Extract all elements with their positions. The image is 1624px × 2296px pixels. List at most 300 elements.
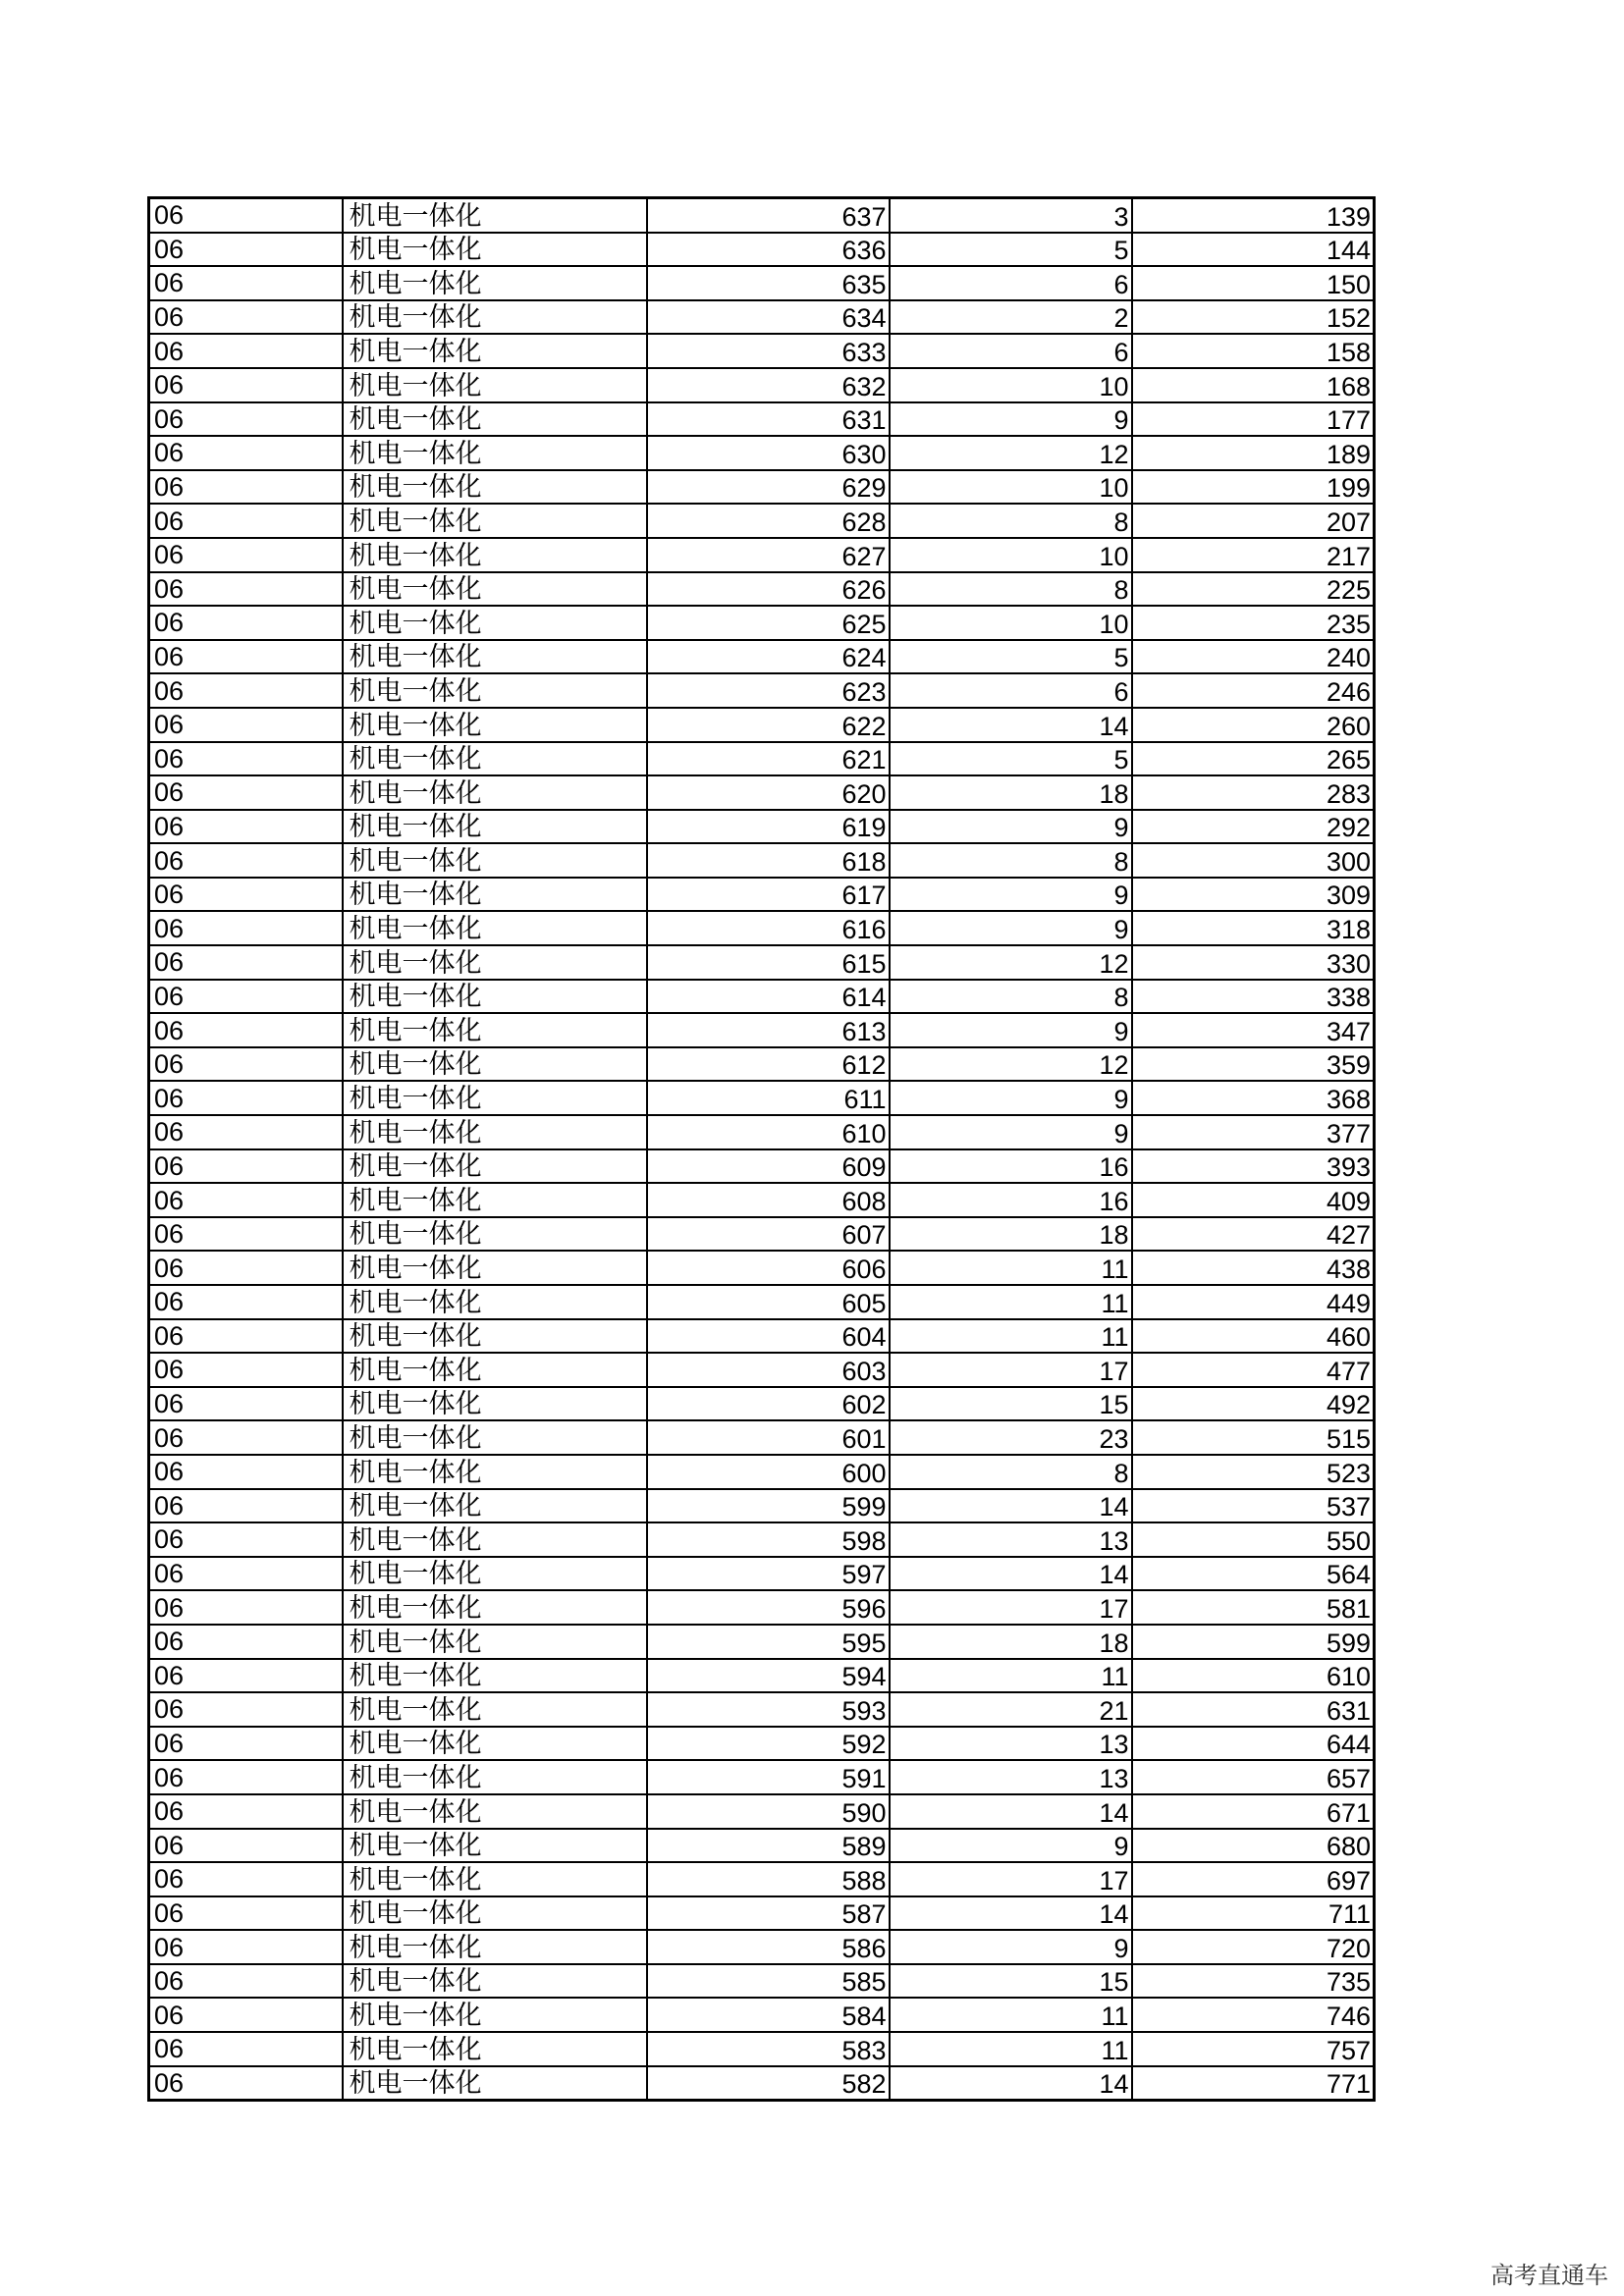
cumulative-cell: 246 [1132,673,1375,708]
code-cell: 06 [149,198,343,233]
code-cell: 06 [149,1557,343,1591]
score-cell: 619 [647,810,890,844]
cumulative-cell: 207 [1132,504,1375,538]
major-cell: 机电一体化 [343,1387,647,1421]
score-cell: 611 [647,1081,890,1115]
major-cell: 机电一体化 [343,470,647,505]
cumulative-cell: 300 [1132,843,1375,878]
table-row [149,742,1375,776]
count-cell: 2 [890,300,1132,335]
count-cell: 5 [890,233,1132,267]
table-row [149,470,1375,505]
score-cell: 637 [647,198,890,233]
major-cell: 机电一体化 [343,640,647,674]
score-cell: 604 [647,1319,890,1354]
table-row [149,640,1375,674]
major-cell: 机电一体化 [343,1183,647,1217]
score-cell: 629 [647,470,890,505]
code-cell: 06 [149,810,343,844]
major-cell: 机电一体化 [343,1590,647,1625]
score-cell: 632 [647,368,890,402]
table-row [149,572,1375,607]
cumulative-cell: 177 [1132,402,1375,437]
cumulative-cell: 292 [1132,810,1375,844]
cumulative-cell: 449 [1132,1285,1375,1319]
table-row [149,945,1375,980]
major-cell: 机电一体化 [343,1013,647,1047]
major-cell: 机电一体化 [343,1794,647,1829]
score-cell: 635 [647,266,890,300]
code-cell: 06 [149,911,343,945]
code-cell: 06 [149,1862,343,1896]
code-cell: 06 [149,538,343,572]
score-cell: 605 [647,1285,890,1319]
count-cell: 18 [890,1625,1132,1659]
score-cell: 626 [647,572,890,607]
major-cell: 机电一体化 [343,775,647,810]
count-cell: 6 [890,266,1132,300]
code-cell: 06 [149,640,343,674]
count-cell: 6 [890,334,1132,368]
table-row [149,1896,1375,1931]
score-cell: 606 [647,1251,890,1285]
major-cell: 机电一体化 [343,945,647,980]
major-cell: 机电一体化 [343,368,647,402]
code-cell: 06 [149,1455,343,1489]
count-cell: 18 [890,775,1132,810]
table-row [149,1692,1375,1727]
cumulative-cell: 492 [1132,1387,1375,1421]
major-cell: 机电一体化 [343,742,647,776]
cumulative-cell: 477 [1132,1353,1375,1387]
cumulative-cell: 657 [1132,1760,1375,1794]
count-cell: 12 [890,436,1132,470]
cumulative-cell: 199 [1132,470,1375,505]
code-cell: 06 [149,878,343,912]
cumulative-cell: 735 [1132,1964,1375,1999]
code-cell: 06 [149,2066,343,2101]
code-cell: 06 [149,1625,343,1659]
count-cell: 13 [890,1760,1132,1794]
table-row [149,606,1375,640]
score-cell: 586 [647,1930,890,1964]
code-cell: 06 [149,1930,343,1964]
count-cell: 5 [890,742,1132,776]
code-cell: 06 [149,300,343,335]
code-cell: 06 [149,1081,343,1115]
table-row [149,1489,1375,1523]
count-cell: 15 [890,1964,1132,1999]
cumulative-cell: 265 [1132,742,1375,776]
cumulative-cell: 330 [1132,945,1375,980]
score-cell: 621 [647,742,890,776]
code-cell: 06 [149,775,343,810]
major-cell: 机电一体化 [343,1692,647,1727]
score-cell: 599 [647,1489,890,1523]
cumulative-cell: 771 [1132,2066,1375,2101]
table-row [149,1251,1375,1285]
code-cell: 06 [149,1964,343,1999]
table-row [149,538,1375,572]
code-cell: 06 [149,1115,343,1149]
count-cell: 23 [890,1420,1132,1455]
major-cell: 机电一体化 [343,1727,647,1761]
cumulative-cell: 235 [1132,606,1375,640]
table-row [149,2066,1375,2101]
score-cell: 624 [647,640,890,674]
count-cell: 3 [890,198,1132,233]
table-row [149,402,1375,437]
major-cell: 机电一体化 [343,1829,647,1863]
cumulative-cell: 189 [1132,436,1375,470]
count-cell: 10 [890,606,1132,640]
table-row [149,1930,1375,1964]
score-cell: 597 [647,1557,890,1591]
major-cell: 机电一体化 [343,572,647,607]
table-row [149,504,1375,538]
count-cell: 12 [890,945,1132,980]
count-cell: 8 [890,504,1132,538]
cumulative-cell: 393 [1132,1149,1375,1184]
major-cell: 机电一体化 [343,1285,647,1319]
cumulative-cell: 283 [1132,775,1375,810]
code-cell: 06 [149,436,343,470]
major-cell: 机电一体化 [343,980,647,1014]
table-row [149,1862,1375,1896]
count-cell: 10 [890,538,1132,572]
table-row [149,1794,1375,1829]
score-cell: 610 [647,1115,890,1149]
count-cell: 18 [890,1217,1132,1252]
score-cell: 585 [647,1964,890,1999]
cumulative-cell: 720 [1132,1930,1375,1964]
major-cell: 机电一体化 [343,1251,647,1285]
code-cell: 06 [149,1659,343,1693]
code-cell: 06 [149,1896,343,1931]
table-row [149,1964,1375,1999]
major-cell: 机电一体化 [343,538,647,572]
major-cell: 机电一体化 [343,1862,647,1896]
table-row [149,1081,1375,1115]
code-cell: 06 [149,334,343,368]
major-cell: 机电一体化 [343,300,647,335]
major-cell: 机电一体化 [343,1522,647,1557]
score-cell: 588 [647,1862,890,1896]
score-cell: 612 [647,1047,890,1082]
major-cell: 机电一体化 [343,1557,647,1591]
table-row [149,1590,1375,1625]
table-row [149,911,1375,945]
code-cell: 06 [149,266,343,300]
code-cell: 06 [149,1319,343,1354]
count-cell: 11 [890,2032,1132,2066]
count-cell: 10 [890,368,1132,402]
cumulative-cell: 309 [1132,878,1375,912]
table-row [149,1149,1375,1184]
code-cell: 06 [149,742,343,776]
table-row [149,843,1375,878]
count-cell: 6 [890,673,1132,708]
score-cell: 601 [647,1420,890,1455]
table-row [149,1217,1375,1252]
count-cell: 16 [890,1183,1132,1217]
score-cell: 630 [647,436,890,470]
major-cell: 机电一体化 [343,1420,647,1455]
count-cell: 9 [890,1013,1132,1047]
cumulative-cell: 240 [1132,640,1375,674]
cumulative-cell: 564 [1132,1557,1375,1591]
major-cell: 机电一体化 [343,1081,647,1115]
count-cell: 9 [890,911,1132,945]
table-row [149,1998,1375,2032]
score-cell: 634 [647,300,890,335]
table-row [149,1353,1375,1387]
table-row [149,1829,1375,1863]
table-row [149,2032,1375,2066]
watermark: 高考直通车 [1490,2262,1608,2289]
cumulative-cell: 697 [1132,1862,1375,1896]
major-cell: 机电一体化 [343,334,647,368]
major-cell: 机电一体化 [343,1353,647,1387]
score-cell: 623 [647,673,890,708]
code-cell: 06 [149,2032,343,2066]
code-cell: 06 [149,1183,343,1217]
count-cell: 13 [890,1727,1132,1761]
count-cell: 12 [890,1047,1132,1082]
table-row [149,198,1375,233]
major-cell: 机电一体化 [343,198,647,233]
major-cell: 机电一体化 [343,843,647,878]
table-body [149,198,1375,2101]
table-row [149,775,1375,810]
count-cell: 9 [890,1081,1132,1115]
major-cell: 机电一体化 [343,1217,647,1252]
count-cell: 11 [890,1319,1132,1354]
score-cell: 596 [647,1590,890,1625]
count-cell: 14 [890,1489,1132,1523]
major-cell: 机电一体化 [343,233,647,267]
table-row [149,1387,1375,1421]
table-row [149,1625,1375,1659]
cumulative-cell: 438 [1132,1251,1375,1285]
code-cell: 06 [149,843,343,878]
cumulative-cell: 581 [1132,1590,1375,1625]
cumulative-cell: 217 [1132,538,1375,572]
count-cell: 17 [890,1590,1132,1625]
major-cell: 机电一体化 [343,1489,647,1523]
table-row [149,1047,1375,1082]
score-cell: 602 [647,1387,890,1421]
cumulative-cell: 347 [1132,1013,1375,1047]
major-cell: 机电一体化 [343,1998,647,2032]
code-cell: 06 [149,1013,343,1047]
cumulative-cell: 225 [1132,572,1375,607]
major-cell: 机电一体化 [343,673,647,708]
cumulative-cell: 671 [1132,1794,1375,1829]
major-cell: 机电一体化 [343,2066,647,2101]
table-row [149,1183,1375,1217]
table-row [149,980,1375,1014]
cumulative-cell: 680 [1132,1829,1375,1863]
table-row [149,878,1375,912]
count-cell: 14 [890,2066,1132,2101]
code-cell: 06 [149,1387,343,1421]
table-row [149,1659,1375,1693]
code-cell: 06 [149,1251,343,1285]
table-row [149,1115,1375,1149]
cumulative-cell: 368 [1132,1081,1375,1115]
score-cell: 636 [647,233,890,267]
score-cell: 622 [647,708,890,742]
table-row [149,708,1375,742]
count-cell: 11 [890,1659,1132,1693]
code-cell: 06 [149,1760,343,1794]
cumulative-cell: 644 [1132,1727,1375,1761]
code-cell: 06 [149,1727,343,1761]
code-cell: 06 [149,1149,343,1184]
code-cell: 06 [149,470,343,505]
code-cell: 06 [149,606,343,640]
count-cell: 9 [890,402,1132,437]
count-cell: 9 [890,1829,1132,1863]
score-cell: 600 [647,1455,890,1489]
table-row [149,334,1375,368]
score-cell: 617 [647,878,890,912]
count-cell: 10 [890,470,1132,505]
score-cell: 608 [647,1183,890,1217]
code-cell: 06 [149,708,343,742]
table-row [149,1319,1375,1354]
major-cell: 机电一体化 [343,708,647,742]
major-cell: 机电一体化 [343,1455,647,1489]
code-cell: 06 [149,402,343,437]
score-cell: 582 [647,2066,890,2101]
score-cell: 631 [647,402,890,437]
count-cell: 9 [890,1930,1132,1964]
code-cell: 06 [149,1420,343,1455]
score-cell: 593 [647,1692,890,1727]
cumulative-cell: 631 [1132,1692,1375,1727]
score-cell: 592 [647,1727,890,1761]
count-cell: 9 [890,1115,1132,1149]
major-cell: 机电一体化 [343,2032,647,2066]
count-cell: 14 [890,708,1132,742]
code-cell: 06 [149,673,343,708]
score-cell: 627 [647,538,890,572]
count-cell: 8 [890,843,1132,878]
table-row [149,1455,1375,1489]
cumulative-cell: 537 [1132,1489,1375,1523]
major-cell: 机电一体化 [343,1659,647,1693]
score-cell: 587 [647,1896,890,1931]
cumulative-cell: 318 [1132,911,1375,945]
major-cell: 机电一体化 [343,1047,647,1082]
count-cell: 8 [890,980,1132,1014]
cumulative-cell: 150 [1132,266,1375,300]
cumulative-cell: 460 [1132,1319,1375,1354]
code-cell: 06 [149,1522,343,1557]
code-cell: 06 [149,1489,343,1523]
count-cell: 16 [890,1149,1132,1184]
cumulative-cell: 168 [1132,368,1375,402]
table-row [149,436,1375,470]
count-cell: 14 [890,1896,1132,1931]
code-cell: 06 [149,1590,343,1625]
code-cell: 06 [149,945,343,980]
cumulative-cell: 757 [1132,2032,1375,2066]
count-cell: 9 [890,878,1132,912]
major-cell: 机电一体化 [343,1896,647,1931]
count-cell: 13 [890,1522,1132,1557]
major-cell: 机电一体化 [343,1149,647,1184]
table-row [149,368,1375,402]
count-cell: 14 [890,1557,1132,1591]
major-cell: 机电一体化 [343,1625,647,1659]
cumulative-cell: 409 [1132,1183,1375,1217]
cumulative-cell: 338 [1132,980,1375,1014]
major-cell: 机电一体化 [343,606,647,640]
major-cell: 机电一体化 [343,1964,647,1999]
count-cell: 8 [890,1455,1132,1489]
major-cell: 机电一体化 [343,911,647,945]
table-row [149,266,1375,300]
score-cell: 584 [647,1998,890,2032]
code-cell: 06 [149,368,343,402]
cumulative-cell: 599 [1132,1625,1375,1659]
cumulative-cell: 139 [1132,198,1375,233]
score-cell: 633 [647,334,890,368]
cumulative-cell: 711 [1132,1896,1375,1931]
count-cell: 11 [890,1998,1132,2032]
code-cell: 06 [149,233,343,267]
score-cell: 583 [647,2032,890,2066]
cumulative-cell: 550 [1132,1522,1375,1557]
code-cell: 06 [149,1353,343,1387]
score-cell: 615 [647,945,890,980]
table-row [149,673,1375,708]
code-cell: 06 [149,1285,343,1319]
code-cell: 06 [149,572,343,607]
score-cell: 603 [647,1353,890,1387]
major-cell: 机电一体化 [343,878,647,912]
count-cell: 8 [890,572,1132,607]
table-row [149,1557,1375,1591]
code-cell: 06 [149,1692,343,1727]
cumulative-cell: 359 [1132,1047,1375,1082]
count-cell: 21 [890,1692,1132,1727]
score-cell: 618 [647,843,890,878]
score-cell: 614 [647,980,890,1014]
score-cell: 589 [647,1829,890,1863]
score-cell: 625 [647,606,890,640]
code-cell: 06 [149,1794,343,1829]
major-cell: 机电一体化 [343,402,647,437]
cumulative-cell: 152 [1132,300,1375,335]
count-cell: 15 [890,1387,1132,1421]
score-cell: 620 [647,775,890,810]
table-row [149,300,1375,335]
score-cell: 598 [647,1522,890,1557]
score-cell: 590 [647,1794,890,1829]
code-cell: 06 [149,1998,343,2032]
major-cell: 机电一体化 [343,504,647,538]
major-cell: 机电一体化 [343,1115,647,1149]
count-cell: 9 [890,810,1132,844]
cumulative-cell: 377 [1132,1115,1375,1149]
score-cell: 613 [647,1013,890,1047]
major-cell: 机电一体化 [343,1930,647,1964]
major-cell: 机电一体化 [343,266,647,300]
